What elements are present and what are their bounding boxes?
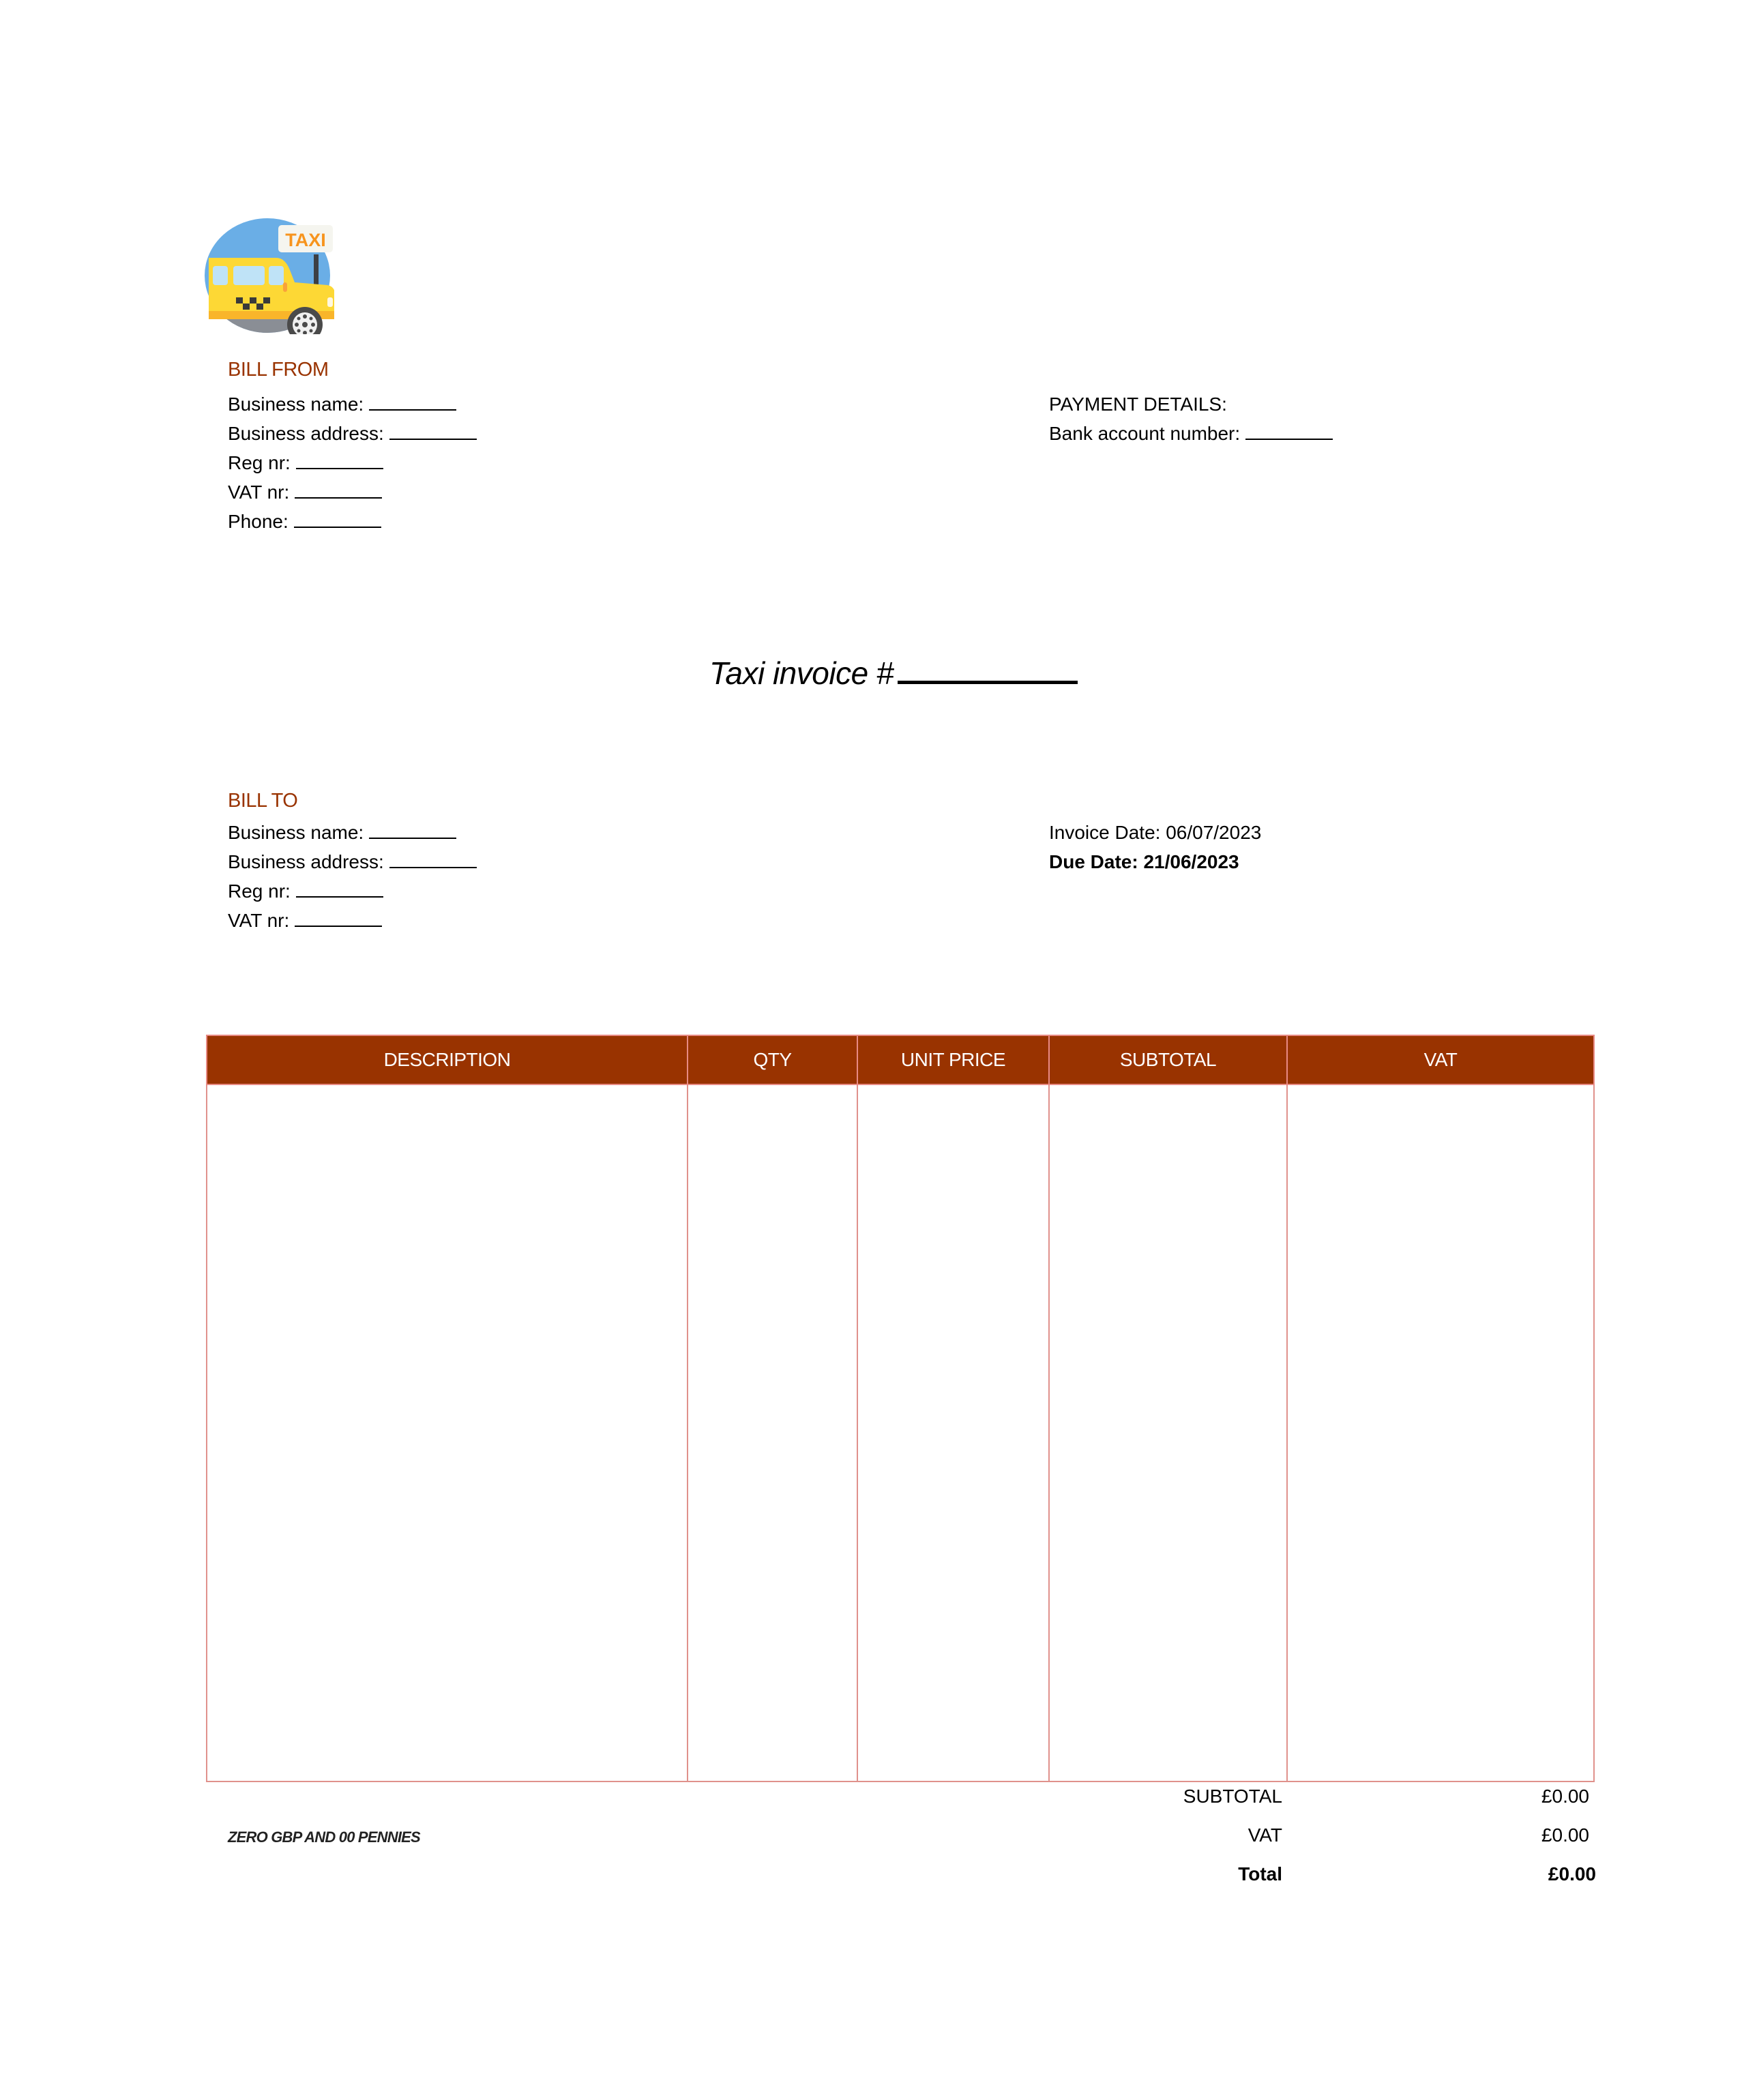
bill-from-phone[interactable] [228, 507, 477, 536]
bill-from-business-address[interactable] [228, 419, 477, 448]
amount-in-words: ZERO GBP AND 00 PENNIES [228, 1829, 420, 1846]
field-label: Business name: [228, 394, 364, 415]
due-date: Due Date: 21/06/2023 [1049, 851, 1239, 872]
vat-label: VAT [1248, 1824, 1282, 1846]
vat-cell[interactable] [1287, 1084, 1594, 1781]
bill-to-business-address[interactable] [228, 847, 477, 876]
taxi-icon [205, 217, 334, 334]
subtotal-value: £0.00 [1541, 1786, 1589, 1807]
field-label: Business address: [228, 851, 384, 872]
field-label: VAT nr: [228, 910, 290, 931]
blank-line[interactable] [296, 453, 383, 469]
blank-line[interactable] [369, 823, 456, 839]
field-label: Reg nr: [228, 452, 291, 473]
column-header-vat: VAT [1287, 1035, 1594, 1084]
field-label: Business address: [228, 423, 384, 444]
bill-to-vat-nr[interactable] [228, 906, 477, 935]
payment-details [1049, 389, 1333, 448]
taxi-logo [205, 217, 334, 334]
bill-from-business-name[interactable] [228, 389, 477, 419]
blank-line[interactable] [389, 424, 477, 440]
blank-line[interactable] [296, 881, 383, 898]
column-header-subtotal: SUBTOTAL [1049, 1035, 1287, 1084]
field-label: Phone: [228, 511, 289, 532]
unit-price-cell[interactable] [857, 1084, 1049, 1781]
qty-cell[interactable] [688, 1084, 857, 1781]
bill-to-fields [228, 818, 477, 935]
column-header-unit-price: UNIT PRICE [857, 1035, 1049, 1084]
subtotal-cell[interactable] [1049, 1084, 1287, 1781]
payment-details-heading: PAYMENT DETAILS: [1049, 394, 1227, 415]
column-header-description: DESCRIPTION [207, 1035, 688, 1084]
invoice-title [709, 653, 1078, 692]
blank-line[interactable] [295, 911, 382, 927]
field-label: VAT nr: [228, 482, 290, 503]
invoice-date: Invoice Date: 06/07/2023 [1049, 822, 1262, 843]
subtotal-label: SUBTOTAL [1183, 1786, 1282, 1807]
bill-from-vat-nr[interactable] [228, 477, 477, 507]
vat-value: £0.00 [1541, 1824, 1589, 1846]
blank-line[interactable] [295, 482, 382, 499]
line-items-table [206, 1035, 1595, 1782]
field-label: Bank account number: [1049, 423, 1241, 444]
blank-line[interactable] [1245, 424, 1333, 440]
bill-to-business-name[interactable] [228, 818, 477, 847]
invoice-title-text: Taxi invoice # [709, 655, 894, 691]
bill-from-reg-nr[interactable] [228, 448, 477, 477]
bill-from-fields [228, 389, 477, 536]
field-label: Reg nr: [228, 881, 291, 902]
blank-line[interactable] [389, 852, 477, 868]
table-row [207, 1084, 1594, 1781]
invoice-number-blank[interactable] [898, 653, 1078, 684]
bill-to-heading: BILL TO [228, 790, 298, 812]
column-header-qty: QTY [688, 1035, 857, 1084]
blank-line[interactable] [294, 512, 381, 528]
total-label: Total [1238, 1863, 1282, 1884]
taxi-sign-text: TAXI [285, 230, 326, 250]
bank-account-number[interactable] [1049, 419, 1333, 448]
bill-from-heading: BILL FROM [228, 359, 329, 381]
invoice-dates [1049, 818, 1261, 876]
description-cell[interactable] [207, 1084, 688, 1781]
bill-to-reg-nr[interactable] [228, 876, 477, 906]
field-label: Business name: [228, 822, 364, 843]
blank-line[interactable] [369, 394, 456, 411]
table-header-row [207, 1035, 1594, 1084]
total-value: £0.00 [1548, 1863, 1596, 1884]
